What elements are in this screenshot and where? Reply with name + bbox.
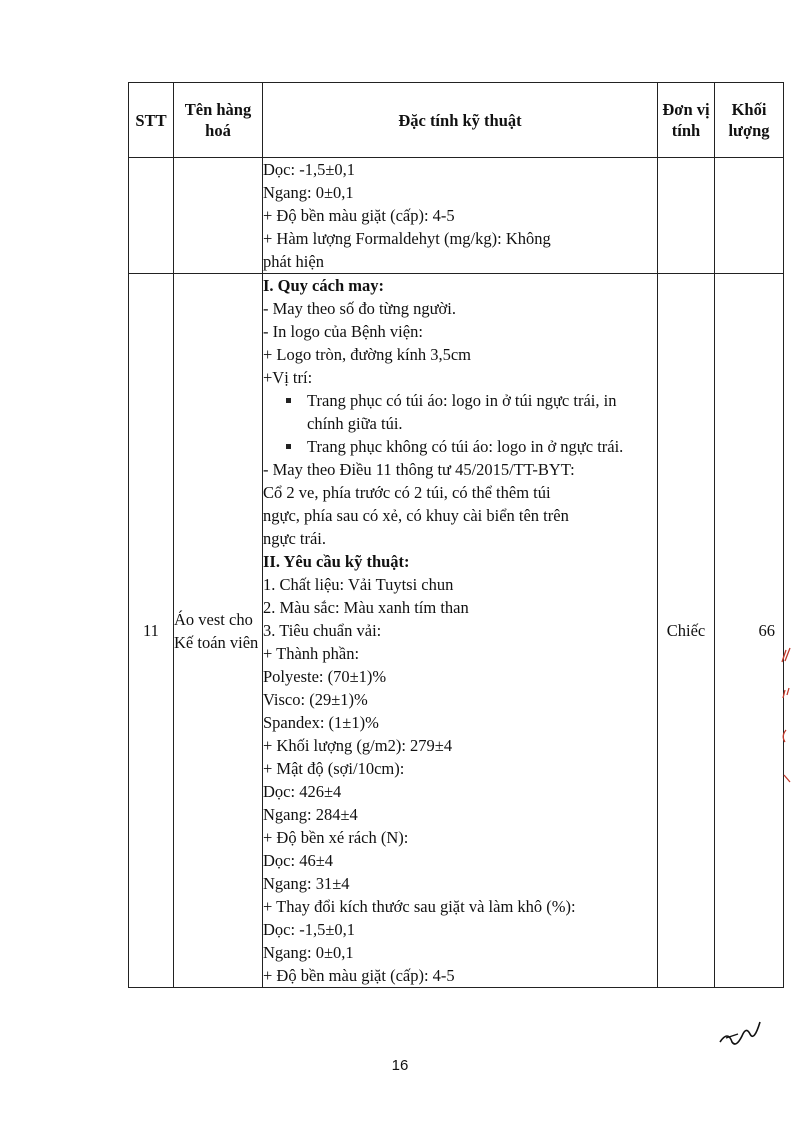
bullet-text: Trang phục không có túi áo: logo in ở ngực trái.: [307, 437, 624, 456]
header-spec: Đặc tính kỹ thuật: [263, 83, 658, 158]
spec-line: Ngang: 31±4: [263, 874, 350, 893]
specification-table: [128, 82, 784, 988]
header-name: Tên hàng hoá: [174, 83, 263, 158]
spec-line: Dọc: 46±4: [263, 851, 334, 870]
spec-line: + Độ bền xé rách (N):: [263, 828, 409, 847]
section-title: I. Quy cách may:: [263, 276, 384, 295]
spec-line: +Vị trí:: [263, 368, 313, 387]
spec-line: - May theo số đo từng người.: [263, 299, 456, 318]
bullet-text: Trang phục có túi áo: logo in ở túi ngực trái, in chính giữa túi.: [307, 391, 617, 433]
cell-stt: 11: [129, 274, 174, 988]
spec-line: - In logo của Bệnh viện:: [263, 322, 423, 341]
spec-line: + Thành phần:: [263, 644, 360, 663]
spec-line: Ngang: 284±4: [263, 805, 358, 824]
table-header-row: [129, 83, 784, 158]
spec-line: - May theo Điều 11 thông tư 45/2015/TT-BYT:: [263, 460, 575, 479]
spec-line: Ngang: 0±0,1: [263, 183, 354, 202]
cell-stt-empty: [129, 158, 174, 274]
header-qty: Khối lượng: [715, 83, 784, 158]
spec-line: Ngang: 0±0,1: [263, 943, 354, 962]
spec-line: Dọc: -1,5±0,1: [263, 160, 355, 179]
cell-unit: Chiếc: [658, 274, 715, 988]
cell-spec-continuation: [263, 158, 658, 274]
bullet-item: [263, 389, 657, 435]
spec-line: + Mật độ (sợi/10cm):: [263, 759, 405, 778]
spec-line: ngực, phía sau có xẻ, có khuy cài biển tên trên: [263, 506, 569, 525]
table-row-continuation: [129, 158, 784, 274]
spec-line: phát hiện: [263, 252, 324, 271]
cell-qty-empty: [715, 158, 784, 274]
spec-line: 3. Tiêu chuẩn vải:: [263, 621, 382, 640]
cell-unit-empty: [658, 158, 715, 274]
header-stt: STT: [129, 83, 174, 158]
cell-quantity: 66: [715, 274, 784, 988]
table-row-item-11: [129, 274, 784, 988]
margin-pen-marks: [770, 640, 800, 790]
spec-line: Visco: (29±1)%: [263, 690, 368, 709]
cell-spec: [263, 274, 658, 988]
header-unit: Đơn vị tính: [658, 83, 715, 158]
spec-line: + Logo tròn, đường kính 3,5cm: [263, 345, 471, 364]
cell-name-empty: [174, 158, 263, 274]
spec-line: Dọc: -1,5±0,1: [263, 920, 355, 939]
handwritten-initials: [716, 1012, 764, 1052]
spec-line: 1. Chất liệu: Vải Tuytsi chun: [263, 575, 454, 594]
spec-line: ngực trái.: [263, 529, 327, 548]
square-bullet-icon: [281, 435, 307, 458]
bullet-item: [263, 435, 657, 458]
spec-line: + Thay đổi kích thước sau giặt và làm khô (%):: [263, 897, 576, 916]
spec-line: Spandex: (1±1)%: [263, 713, 379, 732]
spec-line: Polyeste: (70±1)%: [263, 667, 387, 686]
spec-line: Cổ 2 ve, phía trước có 2 túi, có thể thêm túi: [263, 483, 551, 502]
spec-line: Dọc: 426±4: [263, 782, 342, 801]
spec-line: + Khối lượng (g/m2): 279±4: [263, 736, 453, 755]
square-bullet-icon: [281, 389, 307, 435]
spec-line: + Hàm lượng Formaldehyt (mg/kg): Không: [263, 229, 551, 248]
cell-product-name: Áo vest cho Kế toán viên: [174, 274, 263, 988]
spec-line: + Độ bền màu giặt (cấp): 4-5: [263, 966, 455, 985]
section-title: II. Yêu cầu kỹ thuật:: [263, 552, 410, 571]
spec-line: 2. Màu sắc: Màu xanh tím than: [263, 598, 469, 617]
spec-line: + Độ bền màu giặt (cấp): 4-5: [263, 206, 455, 225]
page-number: 16: [391, 1057, 409, 1074]
